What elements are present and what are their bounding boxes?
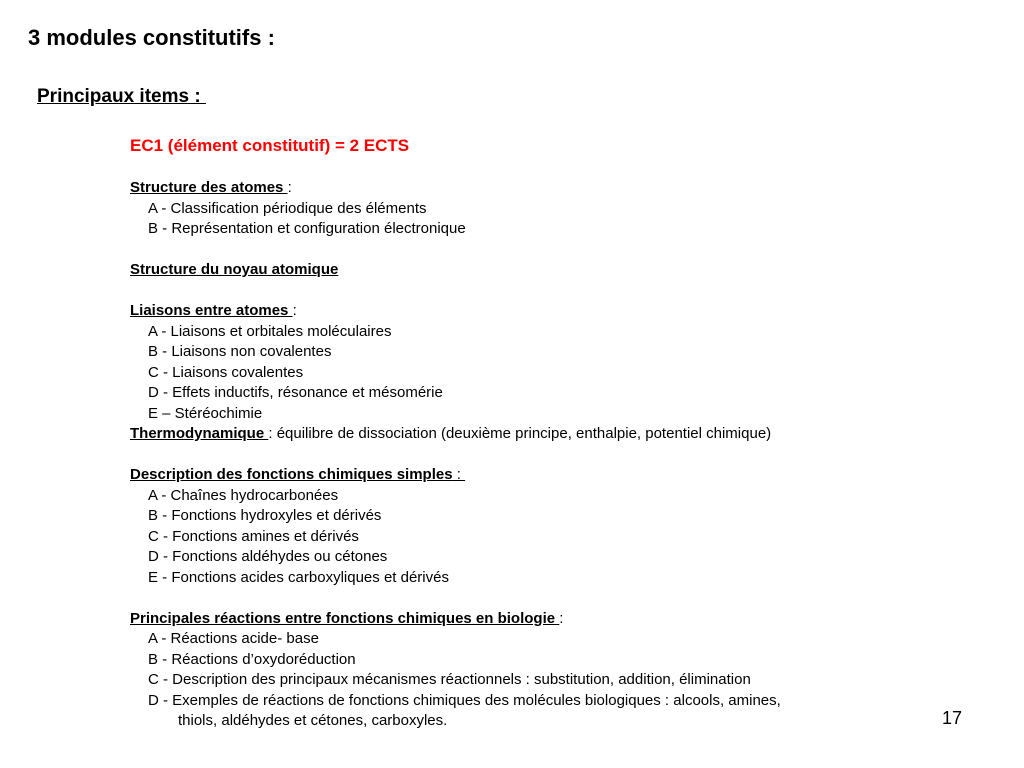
spacer: [130, 588, 781, 609]
section-item: C - Description des principaux mécanismes réactionnels : substitution, addition, élimination: [148, 671, 751, 688]
section-item: D - Fonctions aldéhydes ou cétones: [148, 548, 388, 565]
section-item: B - Réactions d’oxydoréduction: [148, 650, 356, 668]
section-item: B - Liaisons non covalentes: [148, 343, 332, 360]
section-item: D - Exemples de réactions de fonctions chimiques des molécules biologiques : alcools, amines,: [148, 691, 781, 709]
section-heading-text: Description des fonctions chimiques simples: [130, 466, 453, 483]
spacer: [130, 240, 781, 261]
section-heading-fonctions-simples: [130, 465, 781, 486]
section-heading-thermodynamique: [130, 424, 781, 445]
slide-title: 3 modules constitutifs :: [28, 25, 275, 50]
section-heading-suffix: :: [287, 179, 292, 196]
section-item: C - Fonctions amines et dérivés: [148, 527, 359, 545]
section-heading-structure-atomes: [130, 178, 781, 199]
section-heading-suffix: :: [452, 466, 466, 483]
section-item: A - Classification périodique des éléments: [148, 199, 427, 217]
items-list: [130, 178, 781, 732]
section-item: E - Fonctions acides carboxyliques et dérivés: [148, 568, 449, 586]
section-item: A - Réactions acide- base: [148, 630, 319, 647]
section-item: B - Fonctions hydroxyles et dérivés: [148, 507, 382, 524]
section-item: A - Liaisons et orbitales moléculaires: [148, 322, 392, 340]
section-heading-noyau-atomique: [130, 260, 781, 281]
section-heading-text: Structure des atomes: [130, 179, 288, 196]
section-item: A - Chaînes hydrocarbonées: [148, 486, 339, 504]
ec-heading: EC1 (élément constitutif) = 2 ECTS: [130, 136, 410, 155]
section-heading-liaisons: [130, 301, 781, 322]
section-heading-text: Structure du noyau atomique: [130, 261, 339, 278]
spacer: [130, 445, 781, 466]
section-heading-text: Principales réactions entre fonctions chimiques en biologie: [130, 609, 560, 627]
spacer: [130, 281, 781, 302]
section-heading-suffix: :: [292, 302, 297, 319]
section-heading-suffix: :: [559, 609, 564, 627]
page-number: 17: [941, 708, 962, 728]
section-item: E – Stéréochimie: [148, 404, 263, 422]
section-heading-text: Liaisons entre atomes: [130, 302, 293, 319]
section-item: D - Effets inductifs, résonance et mésomérie: [148, 384, 443, 401]
section-heading-reactions-biologie: [130, 609, 781, 630]
section-item-continuation: thiols, aldéhydes et cétones, carboxyles.: [178, 712, 448, 729]
section-item: B - Représentation et configuration électronique: [148, 220, 466, 237]
section-heading-text: Thermodynamique: [130, 425, 269, 442]
section-heading-suffix: : équilibre de dissociation (deuxième principe, enthalpie, potentiel chimique): [268, 425, 772, 442]
slide-subtitle: Principaux items :: [37, 86, 206, 107]
section-item: C - Liaisons covalentes: [148, 363, 304, 381]
